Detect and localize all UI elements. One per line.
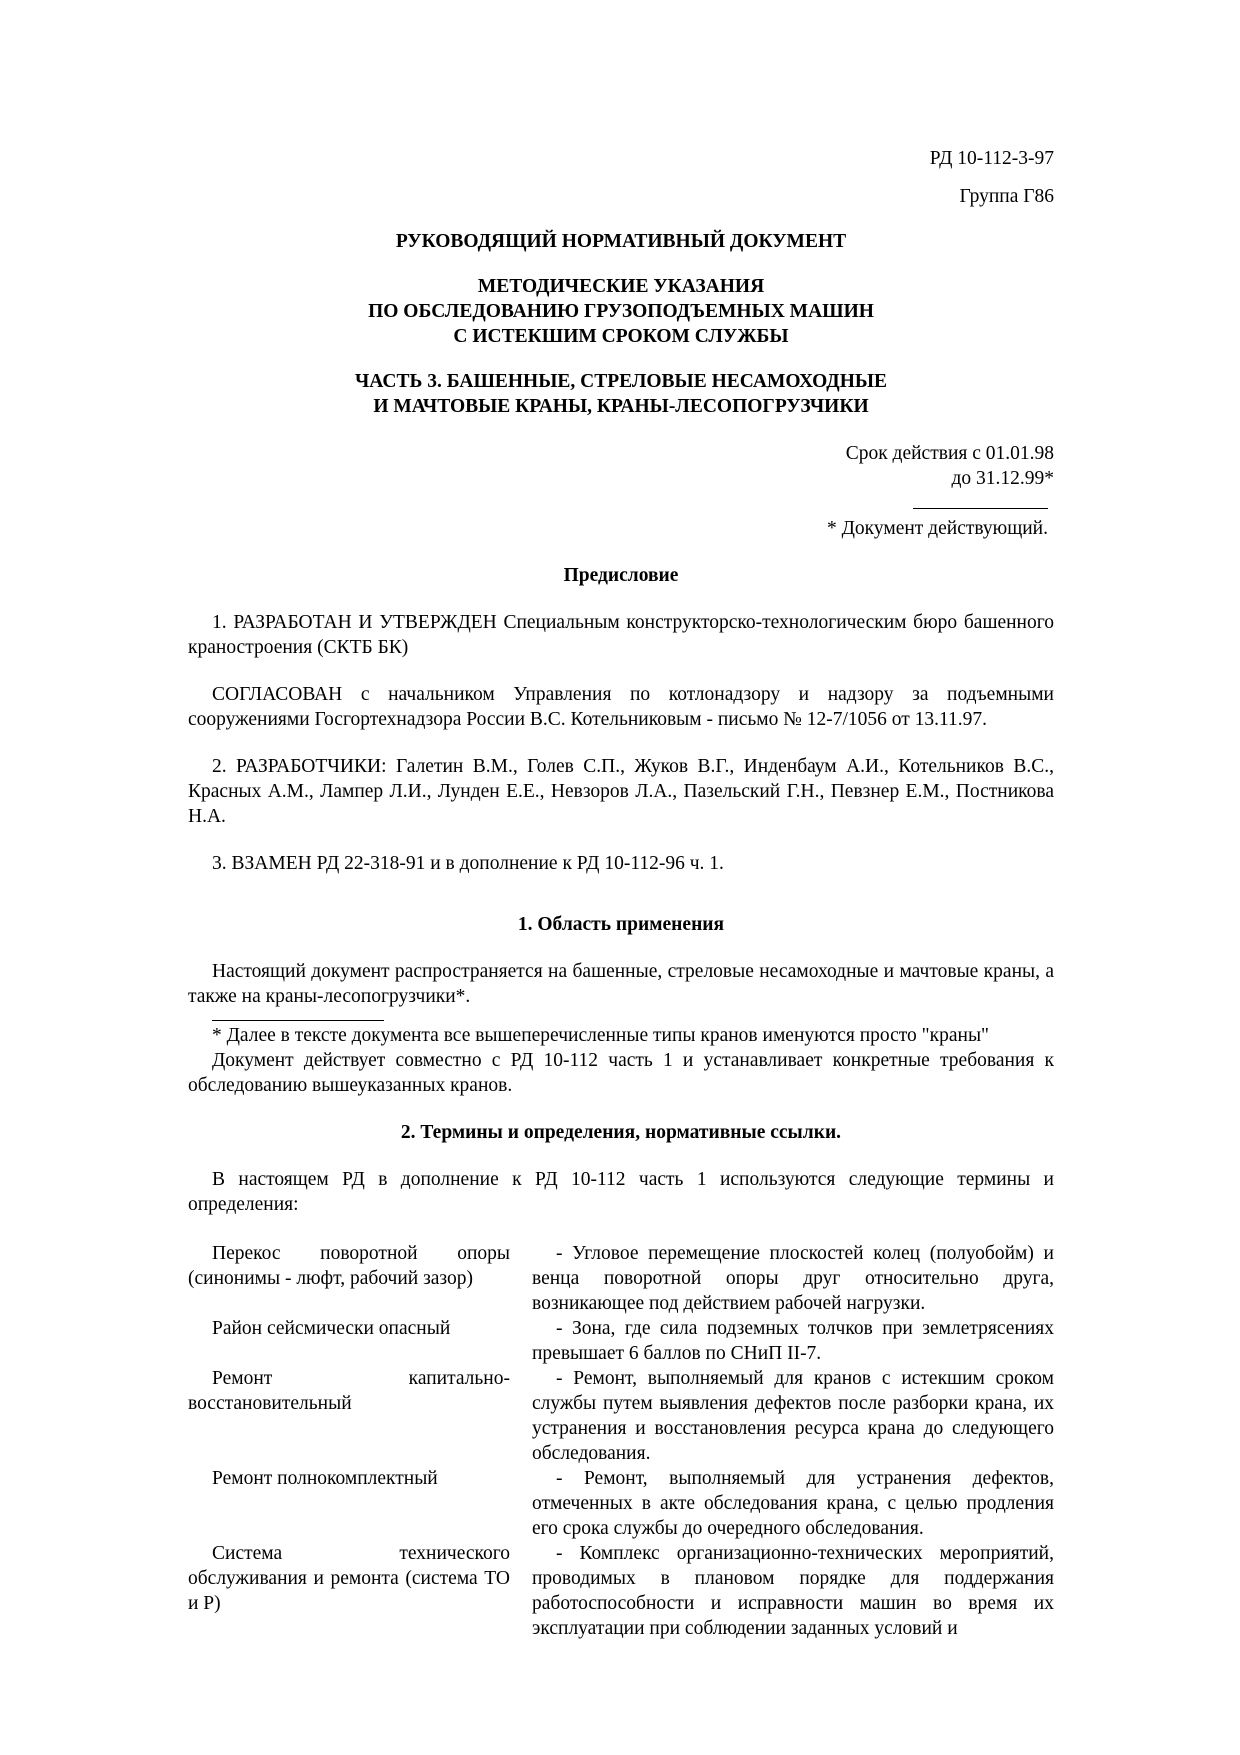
preface-paragraph: 2. РАЗРАБОТЧИКИ: Галетин В.М., Голев С.П., Жуков В.Г., Инденбаум А.И., Котельников В.С., Красных А.М., Лампер Л.И., Лунден Е.Е., Невзоров Л.А., Пазельский Г.Н., Певзнер Е.М., Постникова Н.А. <box>188 756 1054 827</box>
section-paragraph: Документ действует совместно с РД 10-112 часть 1 и устанавливает конкретные требования к обследованию вышеуказанных кранов. <box>188 1050 1054 1096</box>
doc-part-line: И МАЧТОВЫЕ КРАНЫ, КРАНЫ-ЛЕСОПОГРУЗЧИКИ <box>373 396 869 417</box>
table-row <box>188 1241 1054 1316</box>
section-paragraph: В настоящем РД в дополнение к РД 10-112 часть 1 используются следующие термины и определения: <box>188 1169 1054 1215</box>
definition-text: - Угловое перемещение плоскостей колец (полуобойм) и венца поворотной опоры друг относительно друга, возникающее под действием рабочей нагрузки. <box>532 1243 1054 1314</box>
doc-title-line: С ИСТЕКШИМ СРОКОМ СЛУЖБЫ <box>453 326 789 347</box>
table-row <box>188 1541 1054 1641</box>
table-row <box>188 1466 1054 1541</box>
terms-table <box>188 1241 1054 1641</box>
doc-code: РД 10-112-3-97 <box>929 148 1054 169</box>
doc-title <box>188 274 1054 349</box>
document-content <box>188 146 1054 1641</box>
term-cell <box>188 1316 532 1366</box>
term-text: Перекос поворотной опоры (синонимы - люфт, рабочий зазор) <box>188 1243 510 1289</box>
term-text: Ремонт полнокомплектный <box>212 1468 438 1489</box>
definition-text: - Ремонт, выполняемый для кранов с истекшим сроком службы путем выявления дефектов после разборки крана, их устранения и восстановления ресурса крана до следующего обследования. <box>532 1368 1054 1464</box>
validity-block <box>188 441 1054 516</box>
term-text: Район сейсмически опасный <box>212 1318 451 1339</box>
preface-paragraph: 3. ВЗАМЕН РД 22-318-91 и в дополнение к РД 10-112-96 ч. 1. <box>212 853 724 874</box>
definition-text: - Ремонт, выполняемый для устранения дефектов, отмеченных в акте обследования крана, с целью продления его срока службы до очередного обследования. <box>532 1468 1054 1539</box>
definition-cell <box>532 1466 1054 1541</box>
section-heading: 2. Термины и определения, нормативные ссылки. <box>400 1122 842 1143</box>
doc-title-line: ПО ОБСЛЕДОВАНИЮ ГРУЗОПОДЪЕМНЫХ МАШИН <box>368 301 874 322</box>
preface-paragraph: 1. РАЗРАБОТАН И УТВЕРЖДЕН Специальным конструкторско-технологическим бюро башенного краностроения (СКТБ БК) <box>188 612 1054 658</box>
doc-part-line: ЧАСТЬ 3. БАШЕННЫЕ, СТРЕЛОВЫЕ НЕСАМОХОДНЫЕ <box>354 371 888 392</box>
doc-group: Группа Г86 <box>959 186 1054 207</box>
preface-heading: Предисловие <box>563 565 679 586</box>
definition-text: - Зона, где сила подземных толчков при землетрясениях превышает 6 баллов по СНиП II-7. <box>532 1318 1054 1364</box>
status-text: * Документ действующий. <box>826 518 1048 539</box>
definition-text: - Комплекс организационно-технических мероприятий, проводимых в плановом порядке для поддержания работоспособности и исправности машин во время их эксплуатации при соблюдении заданных условий и <box>532 1543 1054 1639</box>
footnote-text: * Далее в тексте документа все вышеперечисленные типы кранов именуются просто "краны" <box>212 1025 990 1046</box>
document-status <box>188 516 1054 541</box>
term-cell <box>188 1241 532 1316</box>
term-text: Система технического обслуживания и ремонта (система ТО и Р) <box>188 1543 510 1614</box>
table-row <box>188 1366 1054 1466</box>
validity-to: до 31.12.99* <box>951 468 1054 489</box>
footnote-rule <box>212 1009 384 1021</box>
definition-cell <box>532 1366 1054 1466</box>
validity-from: Срок действия с 01.01.98 <box>845 443 1054 464</box>
doc-type-heading: РУКОВОДЯЩИЙ НОРМАТИВНЫЙ ДОКУМЕНТ <box>395 231 847 252</box>
doc-title-line: МЕТОДИЧЕСКИЕ УКАЗАНИЯ <box>477 276 765 297</box>
definition-cell <box>532 1541 1054 1641</box>
definition-cell <box>532 1316 1054 1366</box>
term-cell <box>188 1466 532 1541</box>
table-row <box>188 1316 1054 1366</box>
preface-paragraph: СОГЛАСОВАН с начальником Управления по котлонадзору и надзору за подъемными сооружениями Госгортехнадзора России В.С. Котельниковым - письмо № 12-7/1056 от 13.11.97. <box>188 684 1054 730</box>
section-heading: 1. Область применения <box>517 914 725 935</box>
term-cell <box>188 1541 532 1641</box>
term-cell <box>188 1366 532 1466</box>
definition-cell <box>532 1241 1054 1316</box>
section-paragraph: Настоящий документ распространяется на башенные, стреловые несамоходные и мачтовые краны, а также на краны-лесопогрузчики*. <box>188 961 1054 1007</box>
doc-part-title <box>188 369 1054 419</box>
term-text: Ремонт капитально-восстановительный <box>188 1368 510 1414</box>
validity-rule <box>188 491 1054 516</box>
